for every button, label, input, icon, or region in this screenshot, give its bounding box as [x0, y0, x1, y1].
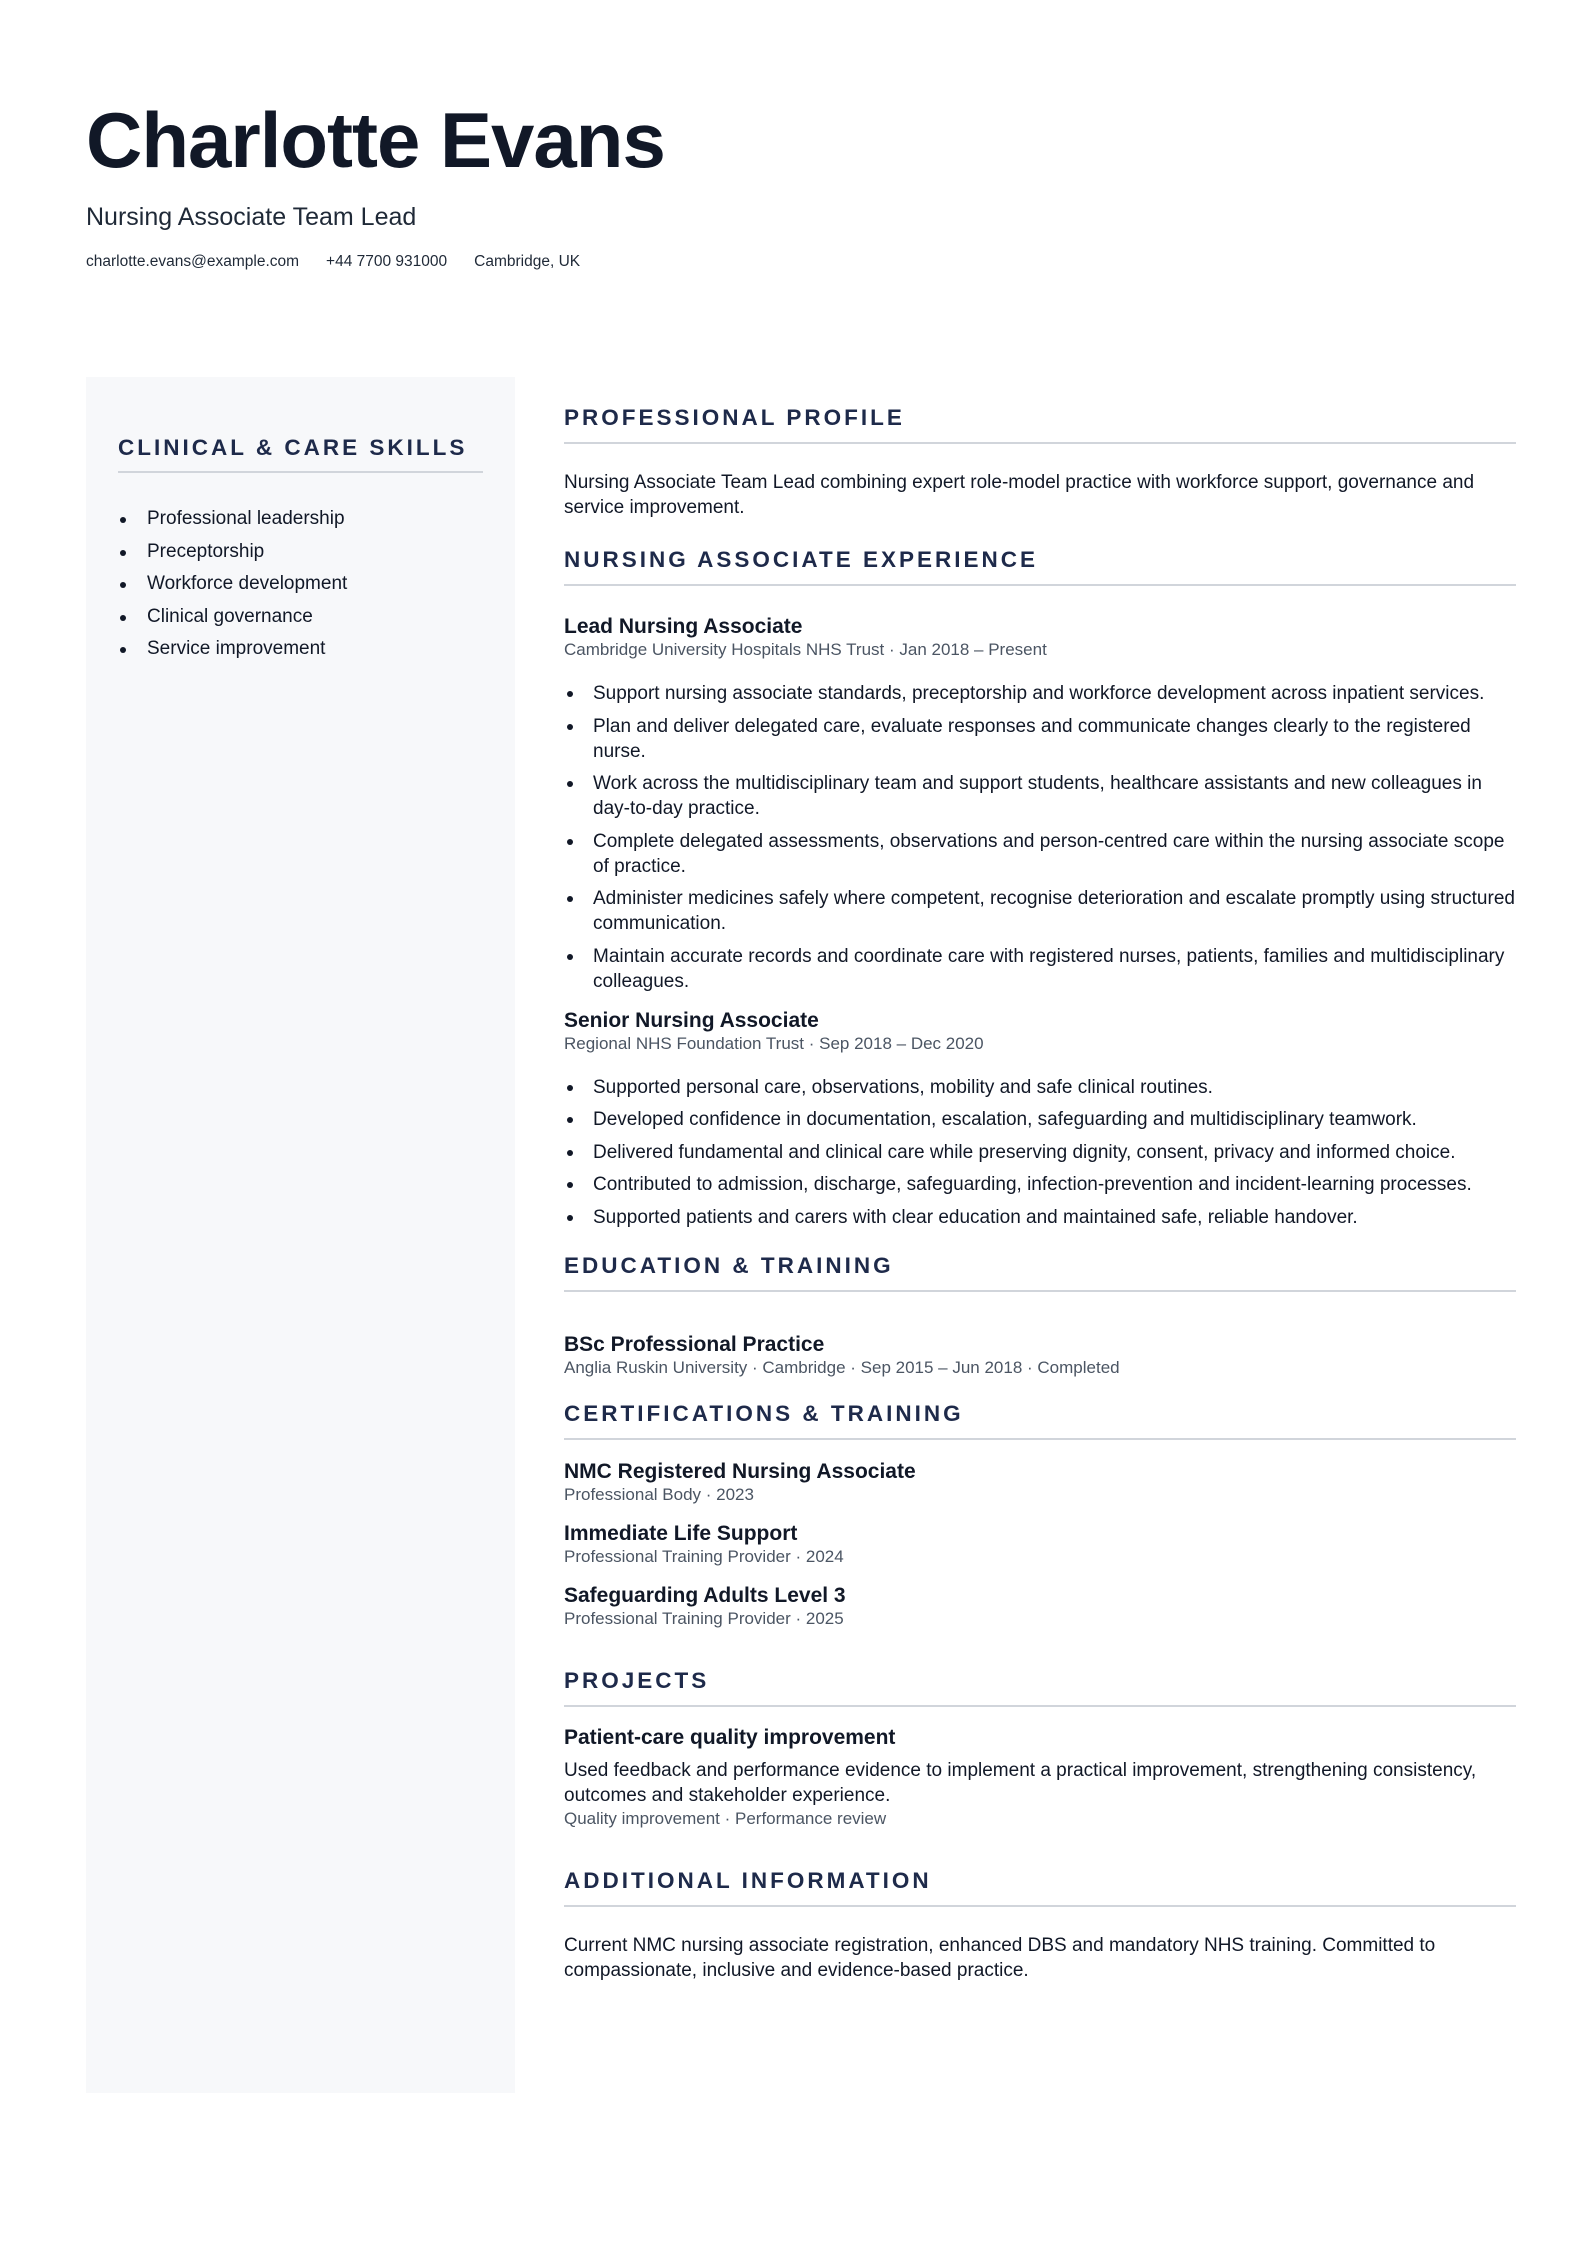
education-entry	[564, 1332, 1516, 1378]
job-bullets	[564, 681, 1516, 994]
project-entry	[564, 1725, 1516, 1829]
certifications-heading: CERTIFICATIONS & TRAINING	[564, 1400, 1516, 1440]
job-bullet: Maintain accurate records and coordinate care with registered nurses, patients, families and multidisciplinary colleagues.	[564, 944, 1516, 994]
job-meta: Cambridge University Hospitals NHS Trust · Jan 2018 – Present	[564, 640, 1047, 659]
certification-name: Immediate Life Support	[564, 1521, 798, 1545]
skills-list	[118, 503, 483, 666]
sidebar	[86, 377, 515, 2093]
experience-heading: NURSING ASSOCIATE EXPERIENCE	[564, 546, 1516, 586]
certification-meta: Professional Body · 2023	[564, 1484, 754, 1504]
profile-text: Nursing Associate Team Lead combining expert role-model practice with workforce support, governance and service improvement.	[564, 472, 1475, 518]
contact-line	[86, 252, 1506, 272]
job-bullet: Delivered fundamental and clinical care while preserving dignity, consent, privacy and informed choice.	[564, 1140, 1516, 1165]
skill-item: Service improvement	[118, 633, 483, 666]
degree-title: BSc Professional Practice	[564, 1332, 825, 1356]
project-tags: Quality improvement · Performance review	[564, 1808, 887, 1828]
job-bullets	[564, 1075, 1516, 1230]
certification-entry	[564, 1583, 1516, 1629]
project-description: Used feedback and performance evidence to implement a practical improvement, strengthening consistency, outcomes and stakeholder experience.	[564, 1759, 1477, 1806]
job-bullet: Administer medicines safely where competent, recognise deterioration and escalate promptly using structured communication.	[564, 886, 1516, 936]
certification-name: NMC Registered Nursing Associate	[564, 1459, 916, 1483]
additional-heading: ADDITIONAL INFORMATION	[564, 1867, 1516, 1907]
job-bullet: Developed confidence in documentation, escalation, safeguarding and multidisciplinary teamwork.	[564, 1107, 1516, 1132]
main-column	[564, 404, 1516, 1983]
job-meta: Regional NHS Foundation Trust · Sep 2018 – Dec 2020	[564, 1033, 984, 1053]
contact-email: charlotte.evans@example.com	[86, 253, 300, 270]
certification-meta: Professional Training Provider · 2025	[564, 1608, 844, 1628]
job-bullet: Complete delegated assessments, observations and person-centred care within the nursing associate scope of practice.	[564, 829, 1516, 879]
skill-item: Workforce development	[118, 568, 483, 601]
job-bullet: Work across the multidisciplinary team and support students, healthcare assistants and new colleagues in day-to-day practice.	[564, 771, 1516, 821]
skills-heading: CLINICAL & CARE SKILLS	[118, 435, 483, 473]
certification-meta: Professional Training Provider · 2024	[564, 1546, 844, 1566]
project-name: Patient-care quality improvement	[564, 1725, 896, 1749]
projects-heading: PROJECTS	[564, 1667, 1516, 1707]
education-heading: EDUCATION & TRAINING	[564, 1252, 1516, 1292]
job-title: Senior Nursing Associate	[564, 1008, 819, 1032]
certification-name: Safeguarding Adults Level 3	[564, 1583, 846, 1607]
job-title: Lead Nursing Associate	[564, 615, 803, 638]
candidate-headline: Nursing Associate Team Lead	[86, 203, 417, 231]
contact-location: Cambridge, UK	[474, 253, 581, 270]
skill-item: Professional leadership	[118, 503, 483, 536]
job-bullet: Support nursing associate standards, preceptorship and workforce development across inpatient services.	[564, 681, 1516, 706]
degree-meta: Anglia Ruskin University · Cambridge · Sep 2015 – Jun 2018 · Completed	[564, 1357, 1120, 1377]
contact-phone: +44 7700 931000	[326, 253, 448, 270]
certification-entry	[564, 1459, 1516, 1505]
skill-item: Clinical governance	[118, 601, 483, 634]
skill-item: Preceptorship	[118, 536, 483, 569]
job-entry	[564, 614, 1516, 994]
job-bullet: Plan and deliver delegated care, evaluate responses and communicate changes clearly to the registered nurse.	[564, 714, 1516, 764]
job-bullet: Supported personal care, observations, mobility and safe clinical routines.	[564, 1075, 1516, 1100]
profile-heading: PROFESSIONAL PROFILE	[564, 404, 1516, 444]
certification-entry	[564, 1521, 1516, 1567]
job-entry	[564, 1008, 1516, 1230]
job-bullet: Supported patients and carers with clear education and maintained safe, reliable handover.	[564, 1205, 1516, 1230]
job-bullet: Contributed to admission, discharge, safeguarding, infection-prevention and incident-learning processes.	[564, 1172, 1516, 1197]
resume-header	[86, 96, 1506, 272]
additional-text: Current NMC nursing associate registration, enhanced DBS and mandatory NHS training. Committed to compassionate, inclusive and evidence-based practice.	[564, 1934, 1436, 1981]
candidate-name: Charlotte Evans	[86, 96, 665, 184]
